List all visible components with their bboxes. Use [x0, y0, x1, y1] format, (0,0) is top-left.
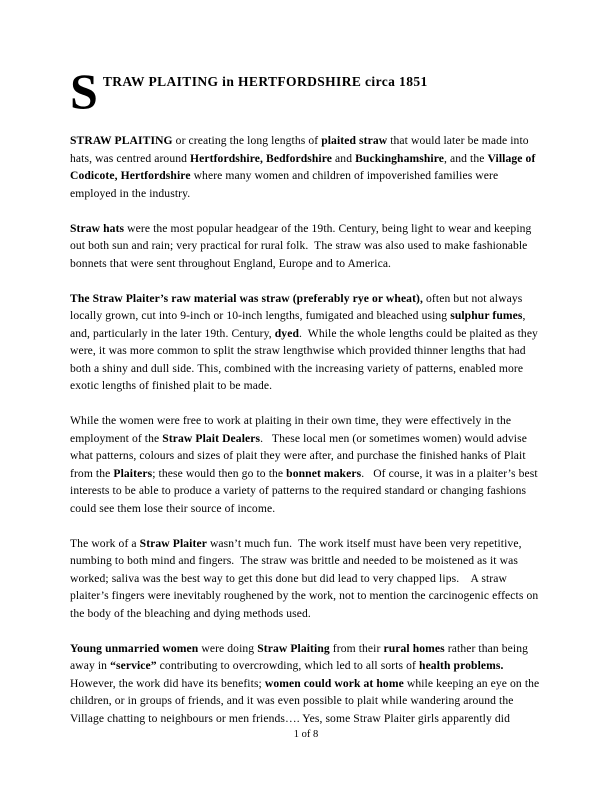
text-run: that would later be made into hats, was centred around	[70, 134, 532, 165]
text-run: ; these would then go to the	[152, 466, 287, 480]
text-run: plaited straw	[321, 134, 388, 147]
text-run: “service”	[110, 659, 157, 672]
text-run: . While the whole lengths could be plaited as they were, it was more common to split the straw lengthwise which provided thinner lengths that had both a shiny and dull side. This, combined with the increasing variety of patterns, enabled more exotic lengths of finished plait to be made.	[70, 326, 541, 392]
paragraph	[70, 535, 542, 623]
page-number: 1 of 8	[293, 729, 319, 740]
document-paragraphs	[70, 132, 542, 727]
text-run: contributing to overcrowding, which led to all sorts of	[156, 659, 420, 672]
text-run: . These local men (or sometimes women) would advise what patterns, colours and sizes of plait they were after, and purchase the finished hanks of Plait from the	[70, 431, 530, 480]
text-run: , and the	[444, 151, 488, 165]
text-run: health problems.	[419, 659, 504, 672]
text-run: rather than being away in	[70, 641, 532, 672]
text-run: often but not always locally grown, cut into 9-inch or 10-inch lengths, fumigated and bleached using	[70, 291, 526, 322]
text-run: sulphur fumes	[450, 309, 523, 322]
text-run: Plaiters	[113, 466, 153, 480]
document-title	[70, 63, 542, 119]
paragraph	[70, 290, 542, 395]
text-run: STRAW PLAITING	[70, 134, 173, 147]
text-run: wasn’t much fun. The work itself must have been very repetitive, numbing to both mind and fingers. The straw was brittle and needed to be moistened as it was worked; saliva was the best way to get this done but did lead to very chapped lips. A straw plaiter’s fingers were inevitably roughened by the work, not to mention the carcinogenic effects on the body of the bleaching and dying methods used.	[70, 536, 542, 620]
text-run: where many women and children of impoverished families were employed in the industry.	[70, 169, 502, 200]
text-run: Buckinghamshire	[355, 151, 444, 165]
text-run: Village of Codicote, Hertfordshire	[70, 151, 539, 182]
paragraph	[70, 220, 542, 273]
text-run: or creating the long lengths of	[172, 134, 322, 147]
text-run: While the women were free to work at plaiting in their own time, they were effectively in the employment of the	[70, 414, 515, 445]
text-run: However, the work did have its benefits;	[70, 659, 510, 690]
text-run: . Of course, it was in a plaiter’s best interests to be able to produce a variety of patterns to the required standard or changing fashions could see them lose their source of income.	[70, 466, 541, 515]
text-run: The work of a	[70, 536, 140, 550]
text-run: were doing	[198, 641, 258, 655]
text-run: Straw Plaiting	[257, 641, 330, 655]
paragraph	[70, 132, 542, 202]
text-run: and	[332, 151, 356, 165]
text-run: Straw Plaiter	[139, 536, 207, 550]
text-run: were the most popular headgear of the 19th. Century, being light to wear and keeping out both sun and rain; very practical for rural folk. The straw was also used to make fashionable bonnets that were sent throughout England, Europe and to America.	[70, 221, 535, 270]
paragraph	[70, 412, 542, 517]
text-run: from their	[329, 641, 384, 655]
text-run: while keeping an eye on the children, or in groups of friends, and it was even possible to plait while wandering around the Village chatting to neighbours or men friends…. Yes, some Straw Plaiter girls apparently did	[70, 676, 543, 725]
paragraph	[70, 640, 542, 728]
text-run: rural homes	[383, 641, 445, 655]
title-dropcap: S	[70, 63, 98, 119]
text-run: Hertfordshire, Bedfordshire	[190, 151, 333, 165]
text-run: dyed	[274, 326, 299, 340]
text-run: Young unmarried women	[70, 641, 199, 655]
text-run: The Straw Plaiter’s raw material was straw (preferably rye or wheat),	[70, 291, 424, 305]
text-run: Straw Plait Dealers	[162, 431, 261, 445]
document-content	[70, 63, 543, 745]
title-text: TRAW PLAITING in HERTFORDSHIRE circa 1851	[102, 74, 428, 89]
text-run: Straw hats	[70, 221, 125, 235]
text-run: women could work at home	[264, 676, 404, 690]
text-run: , and, particularly in the later 19th. Century,	[70, 309, 529, 340]
text-run: bonnet makers	[286, 466, 362, 480]
